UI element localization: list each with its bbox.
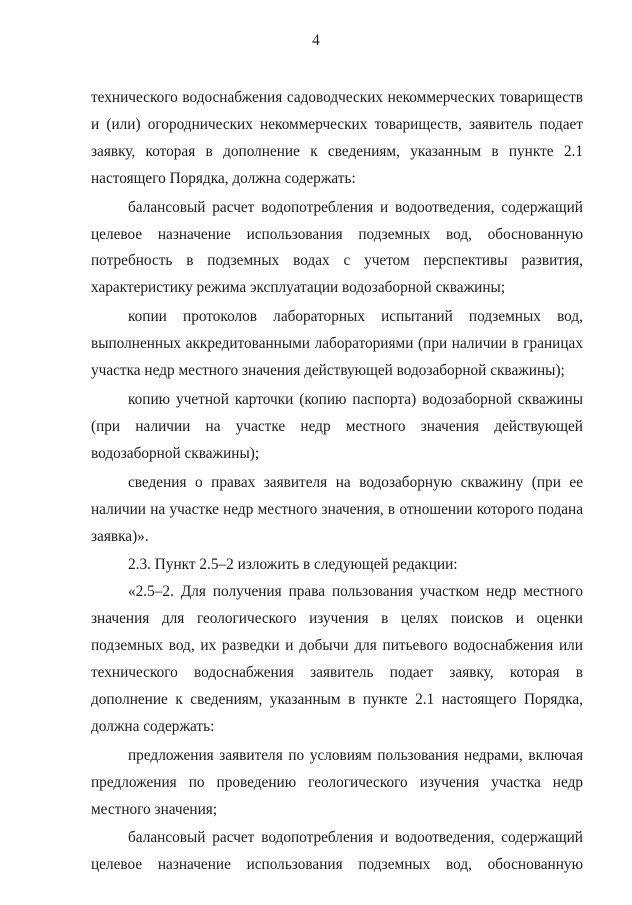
- document-body: [91, 85, 583, 879]
- paragraph: предложения заявителя по условиям пользования недрами, включая предложения по проведению геологического изучения участка недр местного значения;: [91, 746, 583, 818]
- paragraph: балансовый расчет водопотребления и водоотведения, содержащий целевое назначение использования подземных вод, обоснованную потребность в подземных водах с учетом перспективы развития, характеристику режима эксплуатации водозаборной скважины;: [91, 198, 583, 297]
- paragraph: «2.5–2. Для получения права пользования участком недр местного значения для геологического изучения в целях поисков и оценки подземных вод, их разведки и добычи для питьевого водоснабжения или технического водоснабжения заявитель подает заявку, которая в дополнение к сведениям, указанным в пункте 2.1 настоящего Порядка, должна содержать:: [91, 583, 583, 735]
- paragraph: копии протоколов лабораторных испытаний подземных вод, выполненных аккредитованными лабораториями (при наличии в границах участка недр местного значения действующей водозаборной скважины);: [91, 308, 583, 380]
- paragraph: балансовый расчет водопотребления и водоотведения, содержащий целевое назначение использования подземных вод, обоснованную: [91, 829, 583, 874]
- paragraph: технического водоснабжения садоводческих некоммерческих товариществ и (или) огороднических некоммерческих товариществ, заявитель подает заявку, которая в дополнение к сведениям, указанным в пункте 2.1 настоящего Порядка, должна содержать:: [91, 89, 583, 187]
- paragraph: сведения о правах заявителя на водозаборную скважину (при ее наличии на участке недр местного значения, в отношении которого подана заявка)».: [91, 473, 583, 545]
- page-number: 4: [312, 32, 320, 49]
- paragraph: копию учетной карточки (копию паспорта) водозаборной скважины (при наличии на участке недр местного значения действующей водозаборной скважины);: [91, 390, 583, 462]
- paragraph: 2.3. Пункт 2.5–2 изложить в следующей редакции:: [128, 556, 458, 574]
